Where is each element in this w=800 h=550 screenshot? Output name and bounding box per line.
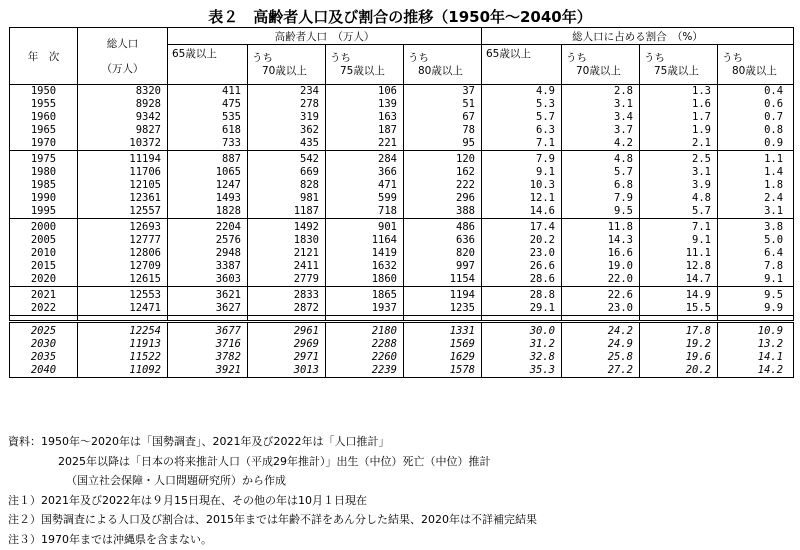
- value-cell: 51: [404, 98, 482, 111]
- footnote-3: 注３）1970年までは沖縄県を含まない。: [8, 532, 212, 546]
- value-cell: 16.6: [562, 247, 640, 260]
- table-row: [10, 205, 794, 219]
- value-cell: 319: [248, 111, 326, 124]
- table-row: [10, 111, 794, 124]
- footnote-1: 注１）2021年及び2022年は９月15日現在、その他の年は10月１日現在: [8, 493, 367, 507]
- value-cell: 718: [326, 205, 404, 219]
- source-note-1: 資料：1950年～2020年は「国勢調査」、2021年及び2022年は「人口推計」: [8, 435, 390, 448]
- value-cell: 2.8: [562, 85, 640, 99]
- year-cell: 1980: [10, 166, 78, 179]
- value-cell: 7.1: [640, 219, 718, 235]
- value-cell: 3782: [168, 351, 248, 364]
- year-cell: 1985: [10, 179, 78, 192]
- value-cell: 9.1: [718, 273, 794, 287]
- table-row: [10, 192, 794, 205]
- value-cell: 14.6: [482, 205, 562, 219]
- value-cell: 12361: [78, 192, 168, 205]
- value-cell: 12709: [78, 260, 168, 273]
- subheader-share-2: [640, 45, 718, 85]
- value-cell: 163: [326, 111, 404, 124]
- value-cell: 11092: [78, 364, 168, 378]
- value-cell: 618: [168, 124, 248, 137]
- value-cell: 2.5: [640, 151, 718, 167]
- value-cell: 11.1: [640, 247, 718, 260]
- value-cell: 3677: [168, 322, 248, 339]
- value-cell: 12471: [78, 302, 168, 316]
- value-cell: 1578: [404, 364, 482, 378]
- table-row: [10, 302, 794, 316]
- value-cell: 1865: [326, 287, 404, 303]
- value-cell: 12553: [78, 287, 168, 303]
- value-cell: 12105: [78, 179, 168, 192]
- value-cell: 32.8: [482, 351, 562, 364]
- subheader-share-3: [718, 45, 794, 85]
- value-cell: 1194: [404, 287, 482, 303]
- value-cell: 234: [248, 85, 326, 99]
- value-cell: 139: [326, 98, 404, 111]
- value-cell: 2.1: [640, 137, 718, 151]
- value-cell: 26.6: [482, 260, 562, 273]
- value-cell: 37: [404, 85, 482, 99]
- value-cell: 28.6: [482, 273, 562, 287]
- subheader-share-0: [482, 45, 562, 85]
- subheader-line1: うち: [330, 51, 351, 64]
- value-cell: 599: [326, 192, 404, 205]
- value-cell: 0.6: [718, 98, 794, 111]
- value-cell: 0.9: [718, 137, 794, 151]
- table-row: [10, 247, 794, 260]
- value-cell: 12777: [78, 234, 168, 247]
- value-cell: 3.9: [640, 179, 718, 192]
- value-cell: 2872: [248, 302, 326, 316]
- value-cell: 67: [404, 111, 482, 124]
- value-cell: 3.7: [562, 124, 640, 137]
- value-cell: 11522: [78, 351, 168, 364]
- value-cell: 828: [248, 179, 326, 192]
- value-cell: 1331: [404, 322, 482, 339]
- value-cell: 6.8: [562, 179, 640, 192]
- value-cell: 2948: [168, 247, 248, 260]
- year-cell: 2025: [10, 322, 78, 339]
- value-cell: 9.1: [640, 234, 718, 247]
- value-cell: 471: [326, 179, 404, 192]
- table-row: [10, 260, 794, 273]
- value-cell: 7.9: [482, 151, 562, 167]
- year-cell: 1955: [10, 98, 78, 111]
- table-row: [10, 364, 794, 378]
- value-cell: 15.5: [640, 302, 718, 316]
- value-cell: 10.9: [718, 322, 794, 339]
- year-cell: 1990: [10, 192, 78, 205]
- value-cell: 3.1: [562, 98, 640, 111]
- value-cell: 296: [404, 192, 482, 205]
- value-cell: 1.6: [640, 98, 718, 111]
- value-cell: 1154: [404, 273, 482, 287]
- value-cell: 30.0: [482, 322, 562, 339]
- value-cell: 1.9: [640, 124, 718, 137]
- value-cell: 7.8: [718, 260, 794, 273]
- value-cell: 1419: [326, 247, 404, 260]
- year-cell: 2015: [10, 260, 78, 273]
- value-cell: 5.7: [482, 111, 562, 124]
- value-cell: 14.7: [640, 273, 718, 287]
- header-total-label: 総人口: [106, 38, 139, 50]
- year-cell: 1960: [10, 111, 78, 124]
- table-row: [10, 273, 794, 287]
- value-cell: 19.2: [640, 338, 718, 351]
- value-cell: 2576: [168, 234, 248, 247]
- value-cell: 9827: [78, 124, 168, 137]
- value-cell: 12.1: [482, 192, 562, 205]
- value-cell: 12693: [78, 219, 168, 235]
- value-cell: 12.8: [640, 260, 718, 273]
- subheader-line2: 75歳以上: [654, 64, 699, 77]
- value-cell: 435: [248, 137, 326, 151]
- value-cell: 5.3: [482, 98, 562, 111]
- value-cell: 2411: [248, 260, 326, 273]
- value-cell: 221: [326, 137, 404, 151]
- subheader-line1: うち: [644, 51, 665, 64]
- table-row: [10, 219, 794, 235]
- value-cell: 278: [248, 98, 326, 111]
- value-cell: 1.7: [640, 111, 718, 124]
- value-cell: 997: [404, 260, 482, 273]
- year-cell: 2021: [10, 287, 78, 303]
- value-cell: 11706: [78, 166, 168, 179]
- value-cell: 17.4: [482, 219, 562, 235]
- value-cell: 14.3: [562, 234, 640, 247]
- value-cell: 1.8: [718, 179, 794, 192]
- value-cell: 23.0: [482, 247, 562, 260]
- value-cell: 2204: [168, 219, 248, 235]
- value-cell: 5.7: [640, 205, 718, 219]
- value-cell: 3.4: [562, 111, 640, 124]
- year-cell: 1950: [10, 85, 78, 99]
- value-cell: 4.8: [640, 192, 718, 205]
- value-cell: 4.2: [562, 137, 640, 151]
- value-cell: 8928: [78, 98, 168, 111]
- year-cell: 1995: [10, 205, 78, 219]
- value-cell: 95: [404, 137, 482, 151]
- value-cell: 120: [404, 151, 482, 167]
- value-cell: 1828: [168, 205, 248, 219]
- table-row: [10, 137, 794, 151]
- value-cell: 366: [326, 166, 404, 179]
- value-cell: 3921: [168, 364, 248, 378]
- value-cell: 1569: [404, 338, 482, 351]
- value-cell: 475: [168, 98, 248, 111]
- value-cell: 11194: [78, 151, 168, 167]
- year-cell: 2010: [10, 247, 78, 260]
- year-cell: 2000: [10, 219, 78, 235]
- year-cell: 1970: [10, 137, 78, 151]
- value-cell: 3603: [168, 273, 248, 287]
- table-row: [10, 351, 794, 364]
- value-cell: 6.4: [718, 247, 794, 260]
- value-cell: 3627: [168, 302, 248, 316]
- table-row: [10, 166, 794, 179]
- value-cell: 1065: [168, 166, 248, 179]
- table-title: 表２ 高齢者人口及び割合の推移（1950年～2040年）: [208, 8, 592, 26]
- subheader-line1: うち: [722, 51, 743, 64]
- value-cell: 7.9: [562, 192, 640, 205]
- value-cell: 1247: [168, 179, 248, 192]
- value-cell: 2779: [248, 273, 326, 287]
- value-cell: 2961: [248, 322, 326, 339]
- value-cell: 0.7: [718, 111, 794, 124]
- value-cell: 388: [404, 205, 482, 219]
- value-cell: 23.0: [562, 302, 640, 316]
- value-cell: 5.0: [718, 234, 794, 247]
- subheader-elderly-1: [248, 45, 326, 85]
- value-cell: 411: [168, 85, 248, 99]
- subheader-line2: 80歳以上: [732, 64, 777, 77]
- value-cell: 24.2: [562, 322, 640, 339]
- value-cell: 4.9: [482, 85, 562, 99]
- value-cell: 14.9: [640, 287, 718, 303]
- value-cell: 2121: [248, 247, 326, 260]
- value-cell: 1164: [326, 234, 404, 247]
- header-year: 年 次: [10, 28, 78, 85]
- value-cell: 2.4: [718, 192, 794, 205]
- value-cell: 981: [248, 192, 326, 205]
- value-cell: 3.1: [640, 166, 718, 179]
- subheader-line2: 70歳以上: [262, 64, 307, 77]
- value-cell: 12615: [78, 273, 168, 287]
- value-cell: 13.2: [718, 338, 794, 351]
- value-cell: 20.2: [640, 364, 718, 378]
- value-cell: 8320: [78, 85, 168, 99]
- value-cell: 2180: [326, 322, 404, 339]
- value-cell: 10372: [78, 137, 168, 151]
- value-cell: 162: [404, 166, 482, 179]
- value-cell: 669: [248, 166, 326, 179]
- value-cell: 222: [404, 179, 482, 192]
- elderly-population-table: [9, 27, 794, 378]
- value-cell: 2833: [248, 287, 326, 303]
- value-cell: 1235: [404, 302, 482, 316]
- value-cell: 1493: [168, 192, 248, 205]
- value-cell: 2971: [248, 351, 326, 364]
- value-cell: 17.8: [640, 322, 718, 339]
- year-cell: 1975: [10, 151, 78, 167]
- subheader-line1: 65歳以上: [486, 48, 531, 60]
- header-total-population: [78, 28, 168, 85]
- value-cell: 1187: [248, 205, 326, 219]
- value-cell: 0.8: [718, 124, 794, 137]
- table-row: [10, 322, 794, 339]
- value-cell: 187: [326, 124, 404, 137]
- header-total-unit: （万人）: [101, 63, 144, 75]
- year-cell: 1965: [10, 124, 78, 137]
- value-cell: 11913: [78, 338, 168, 351]
- table-row: [10, 151, 794, 167]
- value-cell: 78: [404, 124, 482, 137]
- value-cell: 1937: [326, 302, 404, 316]
- value-cell: 1.4: [718, 166, 794, 179]
- subheader-line2: 80歳以上: [418, 64, 463, 77]
- header-elderly-population: 高齢者人口 （万人）: [168, 28, 482, 45]
- header-share: 総人口に占める割合 （%）: [482, 28, 794, 45]
- source-note-2: 2025年以降は「日本の将来推計人口（平成29年推計）」出生（中位）死亡（中位）推計: [58, 454, 491, 468]
- table-row: [10, 287, 794, 303]
- footnote-2: 注２）国勢調査による人口及び割合は、2015年までは年齢不詳をあん分した結果、2020年は不詳補完結果: [8, 513, 537, 526]
- subheader-line1: 65歳以上: [172, 48, 217, 60]
- value-cell: 733: [168, 137, 248, 151]
- value-cell: 2288: [326, 338, 404, 351]
- subheader-line1: うち: [566, 51, 587, 64]
- value-cell: 9342: [78, 111, 168, 124]
- value-cell: 106: [326, 85, 404, 99]
- value-cell: 9.5: [718, 287, 794, 303]
- value-cell: 9.9: [718, 302, 794, 316]
- value-cell: 10.3: [482, 179, 562, 192]
- value-cell: 0.4: [718, 85, 794, 99]
- value-cell: 1632: [326, 260, 404, 273]
- value-cell: 3.8: [718, 219, 794, 235]
- value-cell: 19.0: [562, 260, 640, 273]
- value-cell: 35.3: [482, 364, 562, 378]
- value-cell: 20.2: [482, 234, 562, 247]
- table-row: [10, 234, 794, 247]
- value-cell: 1629: [404, 351, 482, 364]
- subheader-elderly-0: [168, 45, 248, 85]
- value-cell: 1.1: [718, 151, 794, 167]
- value-cell: 1.3: [640, 85, 718, 99]
- value-cell: 284: [326, 151, 404, 167]
- value-cell: 19.6: [640, 351, 718, 364]
- value-cell: 14.1: [718, 351, 794, 364]
- value-cell: 12806: [78, 247, 168, 260]
- value-cell: 9.5: [562, 205, 640, 219]
- value-cell: 27.2: [562, 364, 640, 378]
- value-cell: 1830: [248, 234, 326, 247]
- value-cell: 3387: [168, 260, 248, 273]
- value-cell: 887: [168, 151, 248, 167]
- value-cell: 1492: [248, 219, 326, 235]
- value-cell: 5.7: [562, 166, 640, 179]
- value-cell: 901: [326, 219, 404, 235]
- value-cell: 2260: [326, 351, 404, 364]
- value-cell: 22.6: [562, 287, 640, 303]
- subheader-line2: 70歳以上: [576, 64, 621, 77]
- value-cell: 22.0: [562, 273, 640, 287]
- subheader-elderly-2: [326, 45, 404, 85]
- subheader-line1: うち: [408, 51, 429, 64]
- value-cell: 12557: [78, 205, 168, 219]
- value-cell: 3621: [168, 287, 248, 303]
- year-cell: 2030: [10, 338, 78, 351]
- value-cell: 29.1: [482, 302, 562, 316]
- table-row: [10, 124, 794, 137]
- value-cell: 31.2: [482, 338, 562, 351]
- year-cell: 2022: [10, 302, 78, 316]
- value-cell: 542: [248, 151, 326, 167]
- value-cell: 25.8: [562, 351, 640, 364]
- subheader-elderly-3: [404, 45, 482, 85]
- subheader-share-1: [562, 45, 640, 85]
- value-cell: 28.8: [482, 287, 562, 303]
- table-row: [10, 179, 794, 192]
- value-cell: 2969: [248, 338, 326, 351]
- year-cell: 2020: [10, 273, 78, 287]
- table-row: [10, 98, 794, 111]
- value-cell: 6.3: [482, 124, 562, 137]
- value-cell: 1860: [326, 273, 404, 287]
- value-cell: 7.1: [482, 137, 562, 151]
- table-row: [10, 85, 794, 99]
- value-cell: 820: [404, 247, 482, 260]
- value-cell: 636: [404, 234, 482, 247]
- notes-block: [8, 432, 798, 549]
- value-cell: 3.1: [718, 205, 794, 219]
- year-cell: 2005: [10, 234, 78, 247]
- value-cell: 486: [404, 219, 482, 235]
- value-cell: 11.8: [562, 219, 640, 235]
- source-note-3: （国立社会保障・人口問題研究所）から作成: [66, 474, 286, 487]
- value-cell: 9.1: [482, 166, 562, 179]
- year-cell: 2035: [10, 351, 78, 364]
- value-cell: 4.8: [562, 151, 640, 167]
- value-cell: 362: [248, 124, 326, 137]
- value-cell: 24.9: [562, 338, 640, 351]
- value-cell: 3013: [248, 364, 326, 378]
- value-cell: 12254: [78, 322, 168, 339]
- value-cell: 2239: [326, 364, 404, 378]
- table-row: [10, 338, 794, 351]
- subheader-line2: 75歳以上: [340, 64, 385, 77]
- value-cell: 3716: [168, 338, 248, 351]
- subheader-line1: うち: [252, 51, 273, 64]
- value-cell: 535: [168, 111, 248, 124]
- value-cell: 14.2: [718, 364, 794, 378]
- year-cell: 2040: [10, 364, 78, 378]
